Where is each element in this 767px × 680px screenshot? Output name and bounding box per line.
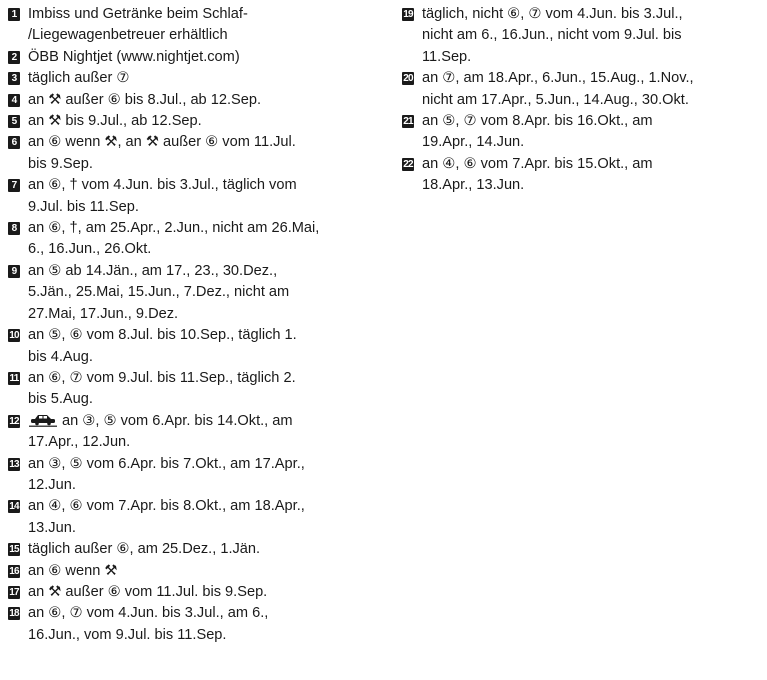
footnote-item	[402, 154, 762, 197]
footnote-number-badge: 10	[9, 330, 19, 342]
footnote-number-badge: 15	[9, 544, 19, 556]
footnote-number-badge: 5	[8, 115, 20, 128]
footnote-number-badge: 12	[9, 415, 19, 427]
footnote-item	[402, 4, 762, 68]
footnote-text: an ⑤, ⑦ vom 8.Apr. bis 16.Okt., am 19.Apr., 14.Jun.	[422, 113, 653, 151]
footnote-text: an ③, ⑤ vom 6.Apr. bis 14.Okt., am 17.Apr., 12.Jun.	[28, 412, 293, 451]
footnote-item	[8, 175, 388, 218]
footnote-text: an ⚒ bis 9.Jul., ab 12.Sep.	[28, 113, 202, 130]
footnote-text-block	[28, 68, 388, 89]
footnote-text-block	[28, 582, 388, 603]
footnote-text: an ⑥, † vom 4.Jun. bis 3.Jul., täglich vom 9.Jul. bis 11.Sep.	[28, 177, 297, 215]
footnote-text: an ⑤, ⑥ vom 8.Jul. bis 10.Sep., täglich 1. bis 4.Aug.	[28, 327, 297, 365]
footnote-text: an ⑤ ab 14.Jän., am 17., 23., 30.Dez., 5.Jän., 25.Mai, 15.Jun., 7.Dez., nicht am 27.Mai, 17.Jun., 9.Dez.	[28, 262, 290, 322]
footnote-text: ÖBB Nightjet (www.nightjet.com)	[28, 48, 240, 65]
footnote-item	[8, 561, 388, 582]
footnote-item	[8, 111, 388, 132]
footnote-text-block	[28, 561, 388, 582]
footnote-item	[8, 68, 388, 89]
footnote-text: an ⑥, ⑦ vom 9.Jul. bis 11.Sep., täglich 2. bis 5.Aug.	[28, 369, 296, 408]
footnote-number-badge: 19	[403, 9, 413, 20]
footnote-text-block	[422, 154, 762, 197]
footnote-text-block	[28, 539, 388, 560]
footnote-number-badge: 13	[9, 458, 19, 470]
footnote-text: täglich, nicht ⑥, ⑦ vom 4.Jun. bis 3.Jul., nicht am 6., 16.Jun., nicht vom 9.Jul. bis 11.Sep.	[422, 6, 683, 65]
footnote-item	[8, 90, 388, 111]
footnote-text-block	[28, 111, 388, 132]
footnote-text-block	[28, 496, 388, 539]
footnote-number-badge: 7	[8, 179, 20, 192]
footnote-text: an ⚒ außer ⑥ vom 11.Jul. bis 9.Sep.	[28, 583, 268, 600]
footnote-text: täglich außer ⑦	[28, 70, 130, 87]
footnote-text-block	[28, 603, 388, 646]
footnote-number-badge: 17	[9, 586, 19, 598]
footnote-item	[8, 411, 388, 454]
footnote-text: an ⑥ wenn ⚒, an ⚒ außer ⑥ vom 11.Jul. bis 9.Sep.	[28, 134, 296, 172]
footnote-number-badge: 2	[8, 51, 20, 64]
footnote-number-badge: 9	[8, 265, 20, 278]
footnote-text-block	[28, 411, 388, 454]
footnote-item	[8, 4, 388, 47]
footnote-item	[8, 454, 388, 497]
footnote-number-badge: 14	[9, 501, 19, 513]
footnote-number-badge: 8	[8, 222, 20, 235]
footnote-item	[8, 47, 388, 68]
footnote-text: täglich außer ⑥, am 25.Dez., 1.Jän.	[28, 541, 261, 558]
footnote-item	[8, 496, 388, 539]
footnote-text: an ⑥ wenn ⚒	[28, 562, 118, 579]
footnote-text: Imbiss und Getränke beim Schlaf- /Liegewagenbetreuer erhältlich	[28, 6, 248, 44]
footnote-text: an ⑦, am 18.Apr., 6.Jun., 15.Aug., 1.Nov., nicht am 17.Apr., 5.Jun., 14.Aug., 30.Okt.	[422, 70, 694, 108]
footnote-number-badge: 16	[9, 565, 19, 577]
footnote-item	[8, 603, 388, 646]
footnote-text-block	[422, 111, 762, 154]
footnote-item	[8, 539, 388, 560]
footnote-text-block	[28, 47, 388, 68]
footnote-text: an ⚒ außer ⑥ bis 8.Jul., ab 12.Sep.	[28, 91, 262, 108]
footnote-number-badge: 1	[8, 8, 20, 21]
footnote-text-block	[422, 68, 762, 111]
footnote-item	[8, 325, 388, 368]
footnote-number-badge: 18	[9, 608, 19, 620]
footnote-text: an ⑥, ⑦ vom 4.Jun. bis 3.Jul., am 6., 16.Jun., vom 9.Jul. bis 11.Sep.	[28, 605, 269, 643]
footnote-text: an ③, ⑤ vom 6.Apr. bis 7.Okt., am 17.Apr., 12.Jun.	[28, 455, 305, 493]
footnote-text-block	[28, 4, 388, 47]
footnote-number-badge: 4	[8, 94, 20, 107]
footnote-text-block	[28, 175, 388, 218]
footnote-item	[8, 218, 388, 261]
car-train-icon	[28, 413, 58, 427]
footnote-text: an ④, ⑥ vom 7.Apr. bis 8.Okt., am 18.Apr., 13.Jun.	[28, 498, 305, 536]
footnote-text-block	[28, 132, 388, 175]
footnotes-right-column	[402, 4, 762, 197]
footnote-number-badge: 6	[8, 136, 20, 149]
footnote-number-badge: 20	[403, 73, 413, 85]
footnote-item	[402, 68, 762, 111]
footnote-text-block	[422, 4, 762, 68]
footnote-number-badge: 3	[8, 72, 20, 85]
footnote-text-block	[28, 325, 388, 368]
footnote-item	[8, 261, 388, 325]
footnote-text: an ⑥, †, am 25.Apr., 2.Jun., nicht am 26.Mai, 6., 16.Jun., 26.Okt.	[28, 220, 320, 258]
footnote-text-block	[28, 454, 388, 497]
footnote-text-block	[28, 218, 388, 261]
footnote-text: an ④, ⑥ vom 7.Apr. bis 15.Okt., am 18.Apr., 13.Jun.	[422, 155, 653, 194]
footnote-item	[8, 368, 388, 411]
footnote-text-block	[28, 368, 388, 411]
footnote-text-block	[28, 261, 388, 325]
footnote-number-badge: 22	[403, 158, 413, 170]
footnote-item	[8, 582, 388, 603]
footnote-text-block	[28, 90, 388, 111]
footnote-item	[402, 111, 762, 154]
footnotes-left-column	[8, 4, 388, 646]
footnote-number-badge: 21	[403, 116, 413, 128]
footnote-item	[8, 132, 388, 175]
footnote-number-badge: 11	[9, 372, 19, 384]
